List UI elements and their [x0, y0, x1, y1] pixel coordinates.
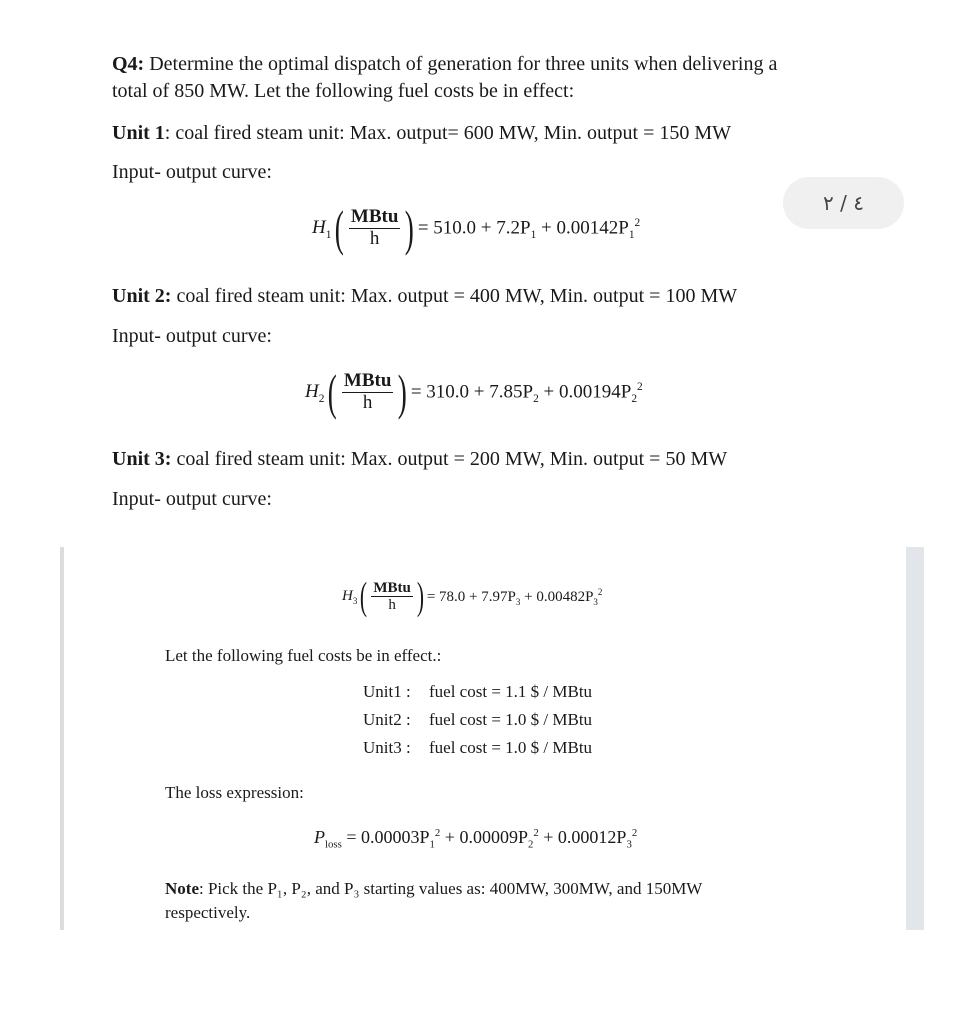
fuel-cost-row: Unit2 : fuel cost = 1.0 $ / MBtu: [363, 710, 593, 729]
unit3-fraction: $\frac{\text{MBtu}}{h}$: [373, 579, 411, 613]
right-paren: ): [405, 201, 415, 256]
fuel-cost-table: [363, 678, 592, 762]
fuel-intro: Let the following fuel costs be in effect.:: [165, 646, 442, 665]
panel-left-edge: [60, 547, 64, 930]
question-line-1: Q4: Determine the optimal dispatch of generation for three units when delivering a: [112, 53, 778, 75]
right-paren: ): [416, 575, 424, 618]
panel-right-edge: [906, 547, 924, 930]
loss-label: The loss expression:: [165, 783, 304, 802]
fuel-cost-row: Unit3 : fuel cost = 1.0 $ / MBtu: [363, 738, 593, 757]
note-line-1: Note: Pick the P₁, P₂, and P₃ starting values as: 400MW, 300MW, and 150MW: [165, 879, 703, 898]
unit1-label: Unit 1: [112, 122, 165, 144]
right-paren: ): [398, 365, 408, 420]
unit3-equation: $H_3$ ( $\frac{\text{MBtu}}{h}$ ) = $78.0 + 7.97P_3 + 0.00482P_3^2$: [342, 575, 603, 618]
question-label: Q4:: [112, 53, 145, 75]
unit2-description: Unit 2: coal fired steam unit: Max. output = 400 MW, Min. output = 100 MW: [112, 285, 738, 307]
left-paren: (: [335, 201, 345, 256]
unit1-fraction: $\frac{\text{MBtu}}{h}$: [350, 206, 399, 250]
note-line-2: respectively.: [165, 903, 251, 922]
page-indicator[interactable]: ٤ / ٢: [783, 177, 904, 229]
unit2-io-label: Input- output curve:: [112, 325, 272, 347]
left-paren: (: [360, 575, 368, 618]
unit1-io-label: Input- output curve:: [112, 161, 272, 183]
unit2-equation: $H_2$ ( $\frac{\text{MBtu}}{h}$ ) = $310.0 + 7.85P_2 + 0.00194P_2^2$: [305, 365, 643, 420]
unit1-description: Unit 1: coal fired steam unit: Max. output= 600 MW, Min. output = 150 MW: [112, 122, 732, 144]
unit1-equation: $H_1$ ( $\frac{\text{MBtu}}{h}$ ) = $510.0 + 7.2P_1 + 0.00142P_1^2$: [312, 201, 641, 256]
unit3-label: Unit 3:: [112, 448, 172, 470]
loss-equation: $P_{loss} = 0.00003P_1^2 + 0.00009P_2^2 + 0.00012P_3^2$: [314, 827, 638, 851]
question-line-2: total of 850 MW. Let the following fuel costs be in effect:: [112, 80, 575, 102]
unit3-io-label: Input- output curve:: [112, 488, 272, 510]
left-paren: (: [328, 365, 338, 420]
unit2-label: Unit 2:: [112, 285, 172, 307]
note-label: Note: [165, 879, 199, 898]
unit2-fraction: $\frac{\text{MBtu}}{h}$: [343, 370, 392, 414]
unit3-description: Unit 3: coal fired steam unit: Max. output = 200 MW, Min. output = 50 MW: [112, 448, 728, 470]
fuel-cost-row: Unit1 : fuel cost = 1.1 $ / MBtu: [363, 682, 593, 701]
